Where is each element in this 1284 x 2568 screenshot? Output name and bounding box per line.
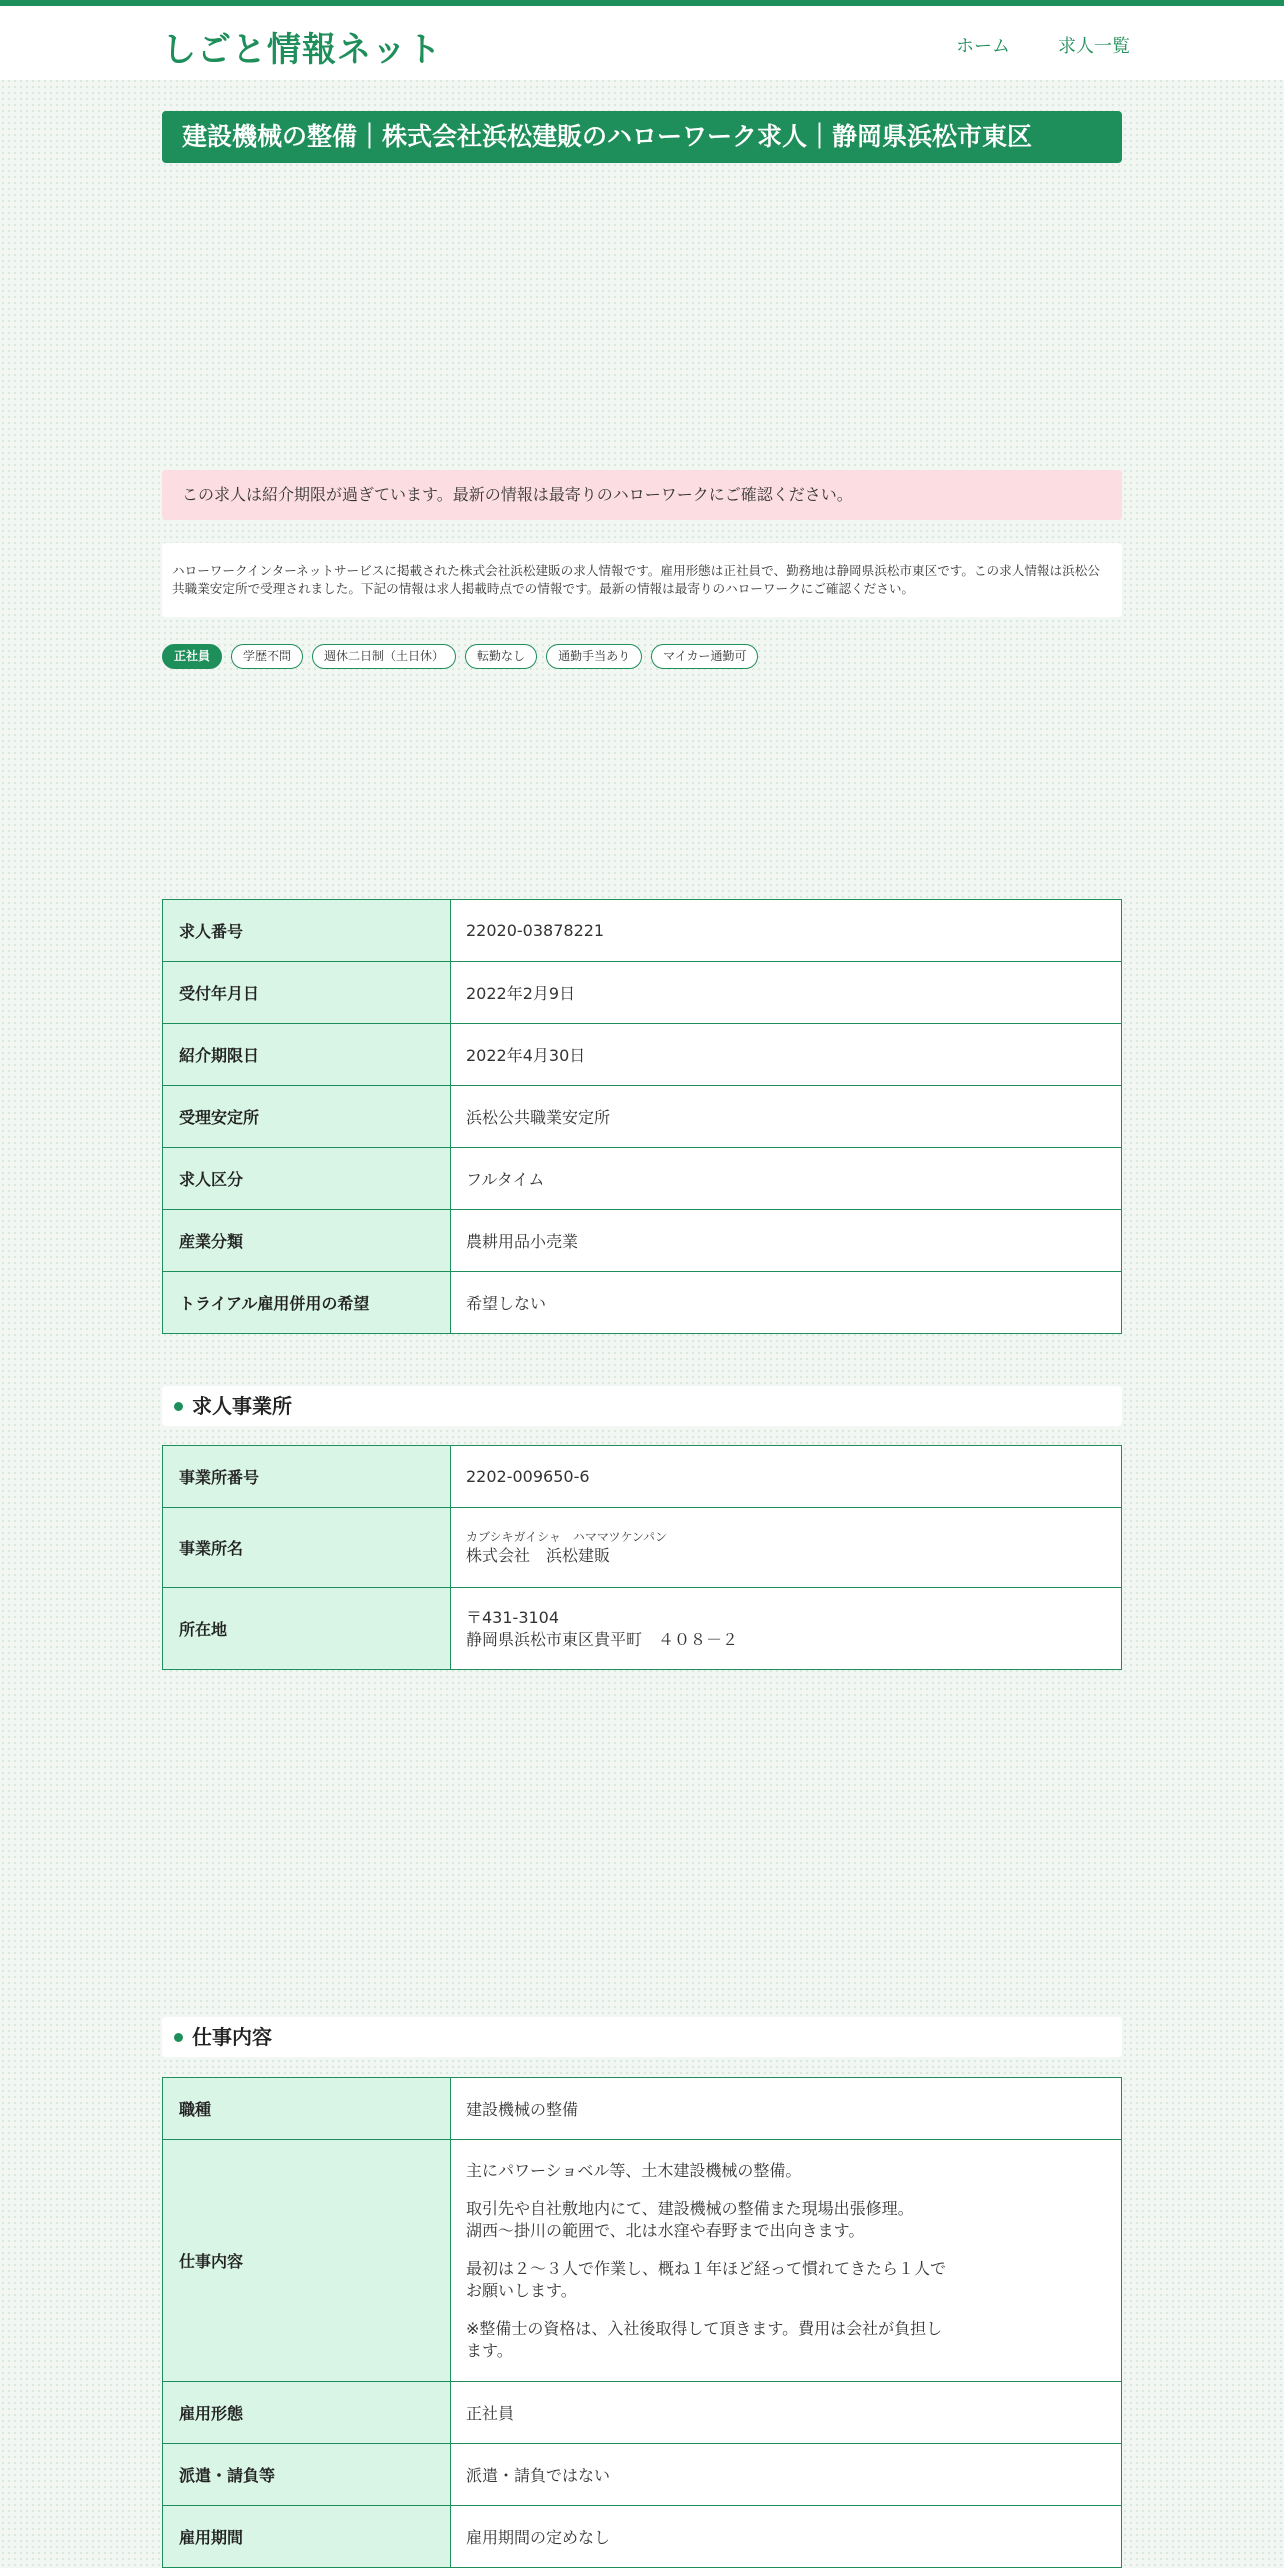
job-section-heading (162, 2017, 1122, 2057)
table-row (163, 2506, 1122, 2568)
job-content-line: 最初は２～３人で作業し、概ね１年ほど経って慣れてきたら１人で (466, 2258, 947, 2278)
job-content-line: 取引先や自社敷地内にて、建設機械の整備また現場出張修理。 (466, 2198, 914, 2218)
row-value: 22020-03878221 (451, 900, 1122, 962)
tag-car-commute: マイカー通勤可 (651, 644, 758, 669)
table-row (163, 1272, 1122, 1334)
nav-home-link[interactable]: ホーム (956, 36, 1010, 57)
row-label: 求人番号 (163, 900, 451, 962)
office-heading-text: 求人事業所 (192, 1394, 292, 1418)
employment-type: 正社員 (451, 2382, 1122, 2444)
job-heading-text: 仕事内容 (192, 2025, 272, 2049)
row-value: 農耕用品小売業 (451, 1210, 1122, 1272)
office-address: 静岡県浜松市東区貴平町 ４０８－２ (466, 1629, 739, 1649)
table-row (163, 2078, 1122, 2140)
basic-info-table (162, 899, 1122, 1334)
table-row (163, 1024, 1122, 1086)
job-content-paragraph (466, 2258, 1121, 2302)
tag-commute-allowance: 通勤手当あり (546, 644, 642, 669)
table-row (163, 1588, 1122, 1670)
table-row (163, 2444, 1122, 2506)
tag-full-time: 正社員 (162, 644, 222, 669)
office-number: 2202-009650-6 (451, 1446, 1122, 1508)
row-label: 産業分類 (163, 1210, 451, 1272)
site-header (0, 6, 1284, 80)
job-content-line: 主にパワーショベル等、土木建設機械の整備。 (466, 2160, 802, 2180)
page-title-bar (162, 111, 1122, 163)
office-section-heading (162, 1386, 1122, 1426)
job-content-line: 湖西～掛川の範囲で、北は水窪や春野まで出向きます。 (466, 2220, 865, 2240)
row-label: 派遣・請負等 (163, 2444, 451, 2506)
table-row (163, 1148, 1122, 1210)
row-label: 受理安定所 (163, 1086, 451, 1148)
tag-no-transfer: 転勤なし (465, 644, 537, 669)
bullet-dot-icon (174, 2033, 183, 2042)
job-description-text: ハローワークインターネットサービスに掲載された株式会社浜松建販の求人情報です。雇用形態は正社員で、勤務地は静岡県浜松市東区です。この求人情報は浜松公共職業安定所で受理されました。下記の情報は求人掲載時点での情報です。最新の情報は最寄りのハローワークにご確認ください。 (172, 563, 1100, 596)
job-content-paragraph (466, 2198, 1121, 2242)
expired-alert (162, 470, 1122, 520)
job-content-paragraph (466, 2318, 1121, 2362)
nav-job-list-link[interactable]: 求人一覧 (1058, 36, 1130, 57)
dispatch-status: 派遣・請負ではない (451, 2444, 1122, 2506)
row-value: 希望しない (451, 1272, 1122, 1334)
job-description-box (162, 543, 1122, 617)
table-row (163, 1086, 1122, 1148)
bullet-dot-icon (174, 1402, 183, 1411)
row-label: 紹介期限日 (163, 1024, 451, 1086)
office-postal-code: 〒431-3104 (466, 1607, 560, 1627)
row-label: 事業所番号 (163, 1446, 451, 1508)
job-content-line: お願いします。 (466, 2280, 577, 2300)
employment-period: 雇用期間の定めなし (451, 2506, 1122, 2568)
row-value: 浜松公共職業安定所 (451, 1086, 1122, 1148)
job-content-line: ます。 (466, 2340, 513, 2360)
row-label: 求人区分 (163, 1148, 451, 1210)
row-label: 雇用期間 (163, 2506, 451, 2568)
office-info-table (162, 1445, 1122, 1670)
row-label: 仕事内容 (163, 2140, 451, 2382)
office-name: 株式会社 浜松建販 (466, 1545, 611, 1565)
office-address-cell (451, 1588, 1122, 1670)
tag-no-education-requirement: 学歴不問 (231, 644, 303, 669)
table-row (163, 1446, 1122, 1508)
job-type: 建設機械の整備 (451, 2078, 1122, 2140)
table-row (163, 900, 1122, 962)
page-title: 建設機械の整備｜株式会社浜松建販のハローワーク求人｜静岡県浜松市東区 (182, 122, 1033, 151)
table-row (163, 2140, 1122, 2382)
job-info-table (162, 2077, 1122, 2568)
row-label: 雇用形態 (163, 2382, 451, 2444)
row-value: 2022年2月9日 (451, 962, 1122, 1024)
tag-two-days-off: 週休二日制（土日休） (312, 644, 456, 669)
expired-alert-text: この求人は紹介期限が過ぎています。最新の情報は最寄りのハローワークにご確認ください。 (182, 485, 853, 504)
job-content-paragraph (466, 2160, 1121, 2182)
job-content-cell (451, 2140, 1122, 2382)
row-value: フルタイム (451, 1148, 1122, 1210)
table-row (163, 1508, 1122, 1588)
table-row (163, 962, 1122, 1024)
site-logo[interactable]: しごと情報ネット (162, 30, 442, 70)
job-content-line: ※整備士の資格は、入社後取得して頂きます。費用は会社が負担し (466, 2318, 943, 2338)
row-label: 事業所名 (163, 1508, 451, 1588)
job-tags (162, 644, 758, 670)
row-label: 受付年月日 (163, 962, 451, 1024)
table-row (163, 1210, 1122, 1272)
table-row (163, 2382, 1122, 2444)
row-value: 2022年4月30日 (451, 1024, 1122, 1086)
row-label: トライアル雇用併用の希望 (163, 1272, 451, 1334)
office-name-kana: カブシキガイシャ ハママツケンパン (466, 1529, 668, 1544)
row-label: 職種 (163, 2078, 451, 2140)
office-name-cell (451, 1508, 1122, 1588)
row-label: 所在地 (163, 1588, 451, 1670)
